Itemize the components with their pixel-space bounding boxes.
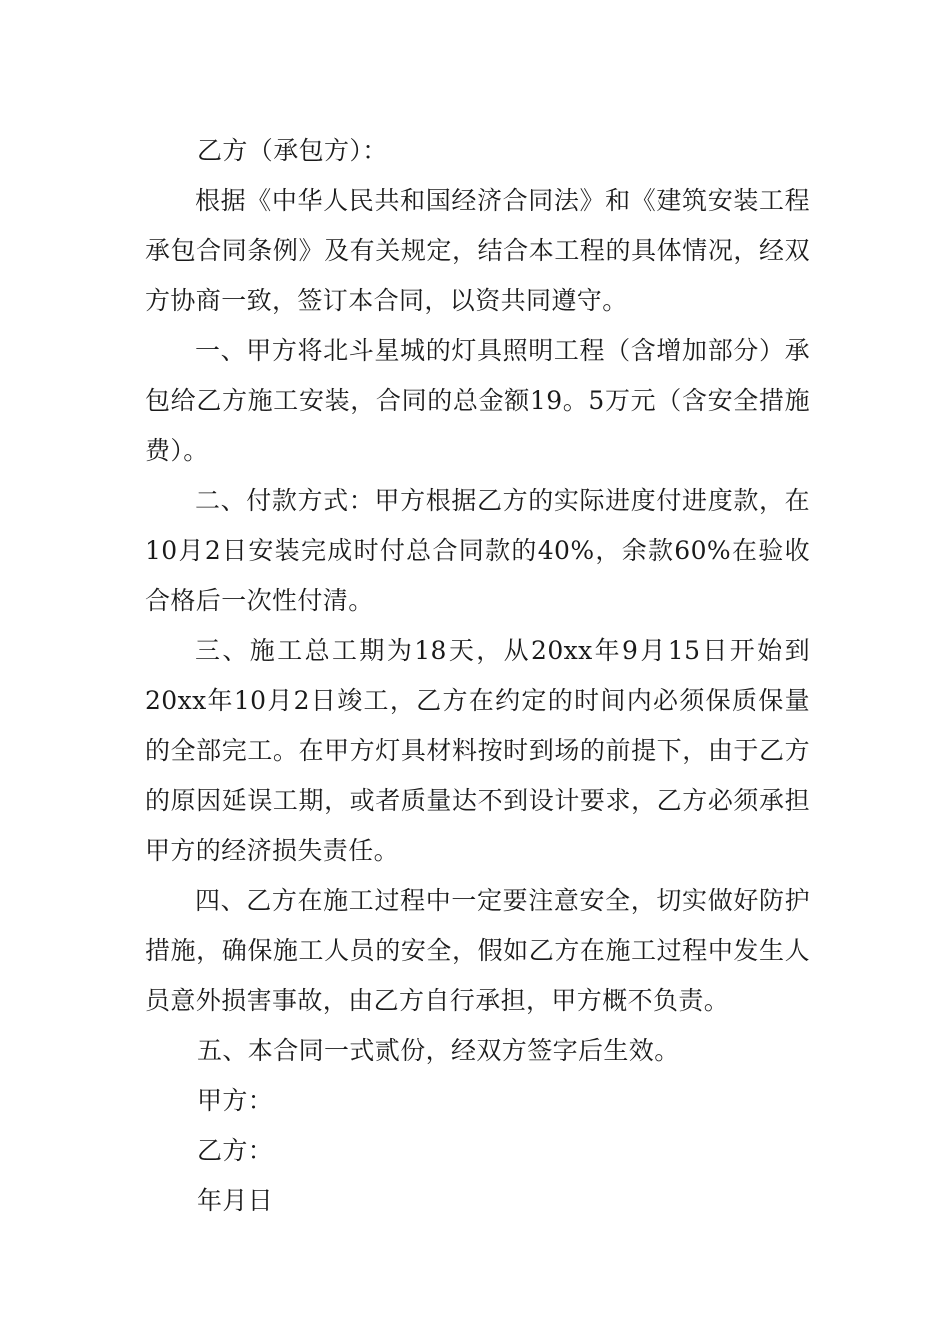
signature-date: 年月日 xyxy=(197,1186,274,1215)
clause-3: 三、施工总工期为18天，从20xx年9月15日开始到20xx年10月2日竣工，乙方在约定的时间内必须保质保量的全部完工。在甲方灯具材料按时到场的前提下，由于乙方的原因延误工期，或者质量达不到设计要求，乙方必须承担甲方的经济损失责任。 xyxy=(145,636,810,865)
signature-party-b: 乙方： xyxy=(197,1136,274,1165)
contract-body xyxy=(145,126,810,1226)
clause-2: 二、付款方式：甲方根据乙方的实际进度付进度款，在10月2日安装完成时付总合同款的40%，余款60%在验收合格后一次性付清。 xyxy=(145,486,810,615)
clause-1: 一、甲方将北斗星城的灯具照明工程（含增加部分）承包给乙方施工安装，合同的总金额19。5万元（含安全措施费）。 xyxy=(145,336,810,465)
party-b-header: 乙方（承包方）： xyxy=(197,136,388,165)
clause-4: 四、乙方在施工过程中一定要注意安全，切实做好防护措施，确保施工人员的安全，假如乙方在施工过程中发生人员意外损害事故，由乙方自行承担，甲方概不负责。 xyxy=(145,886,810,1015)
signature-party-a: 甲方： xyxy=(197,1086,274,1115)
intro-paragraph: 根据《中华人民共和国经济合同法》和《建筑安装工程承包合同条例》及有关规定，结合本工程的具体情况，经双方协商一致，签订本合同，以资共同遵守。 xyxy=(145,186,810,315)
clause-5: 五、本合同一式贰份，经双方签字后生效。 xyxy=(197,1036,680,1065)
